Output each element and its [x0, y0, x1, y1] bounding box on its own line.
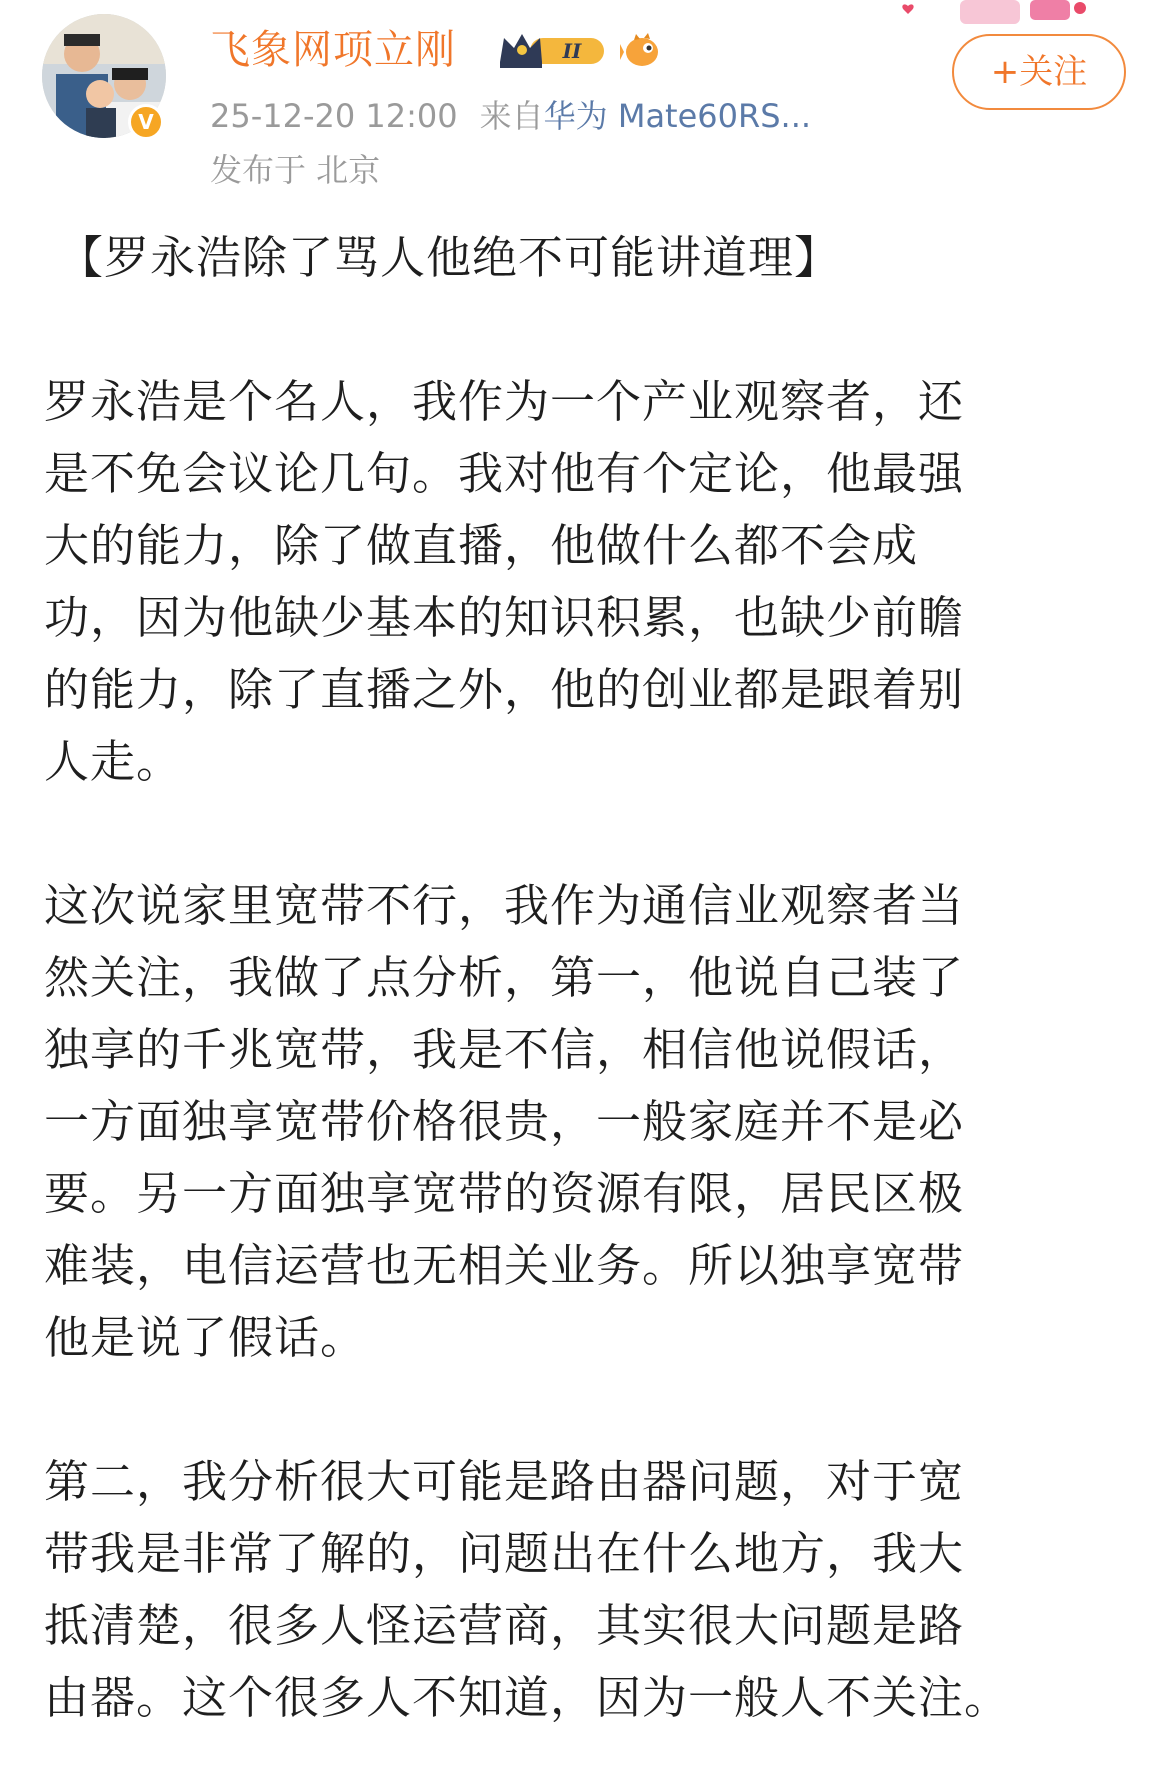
pufferfish-icon[interactable] — [620, 32, 664, 70]
text-line: 大的能力，除了做直播，他做什么都不会成 — [44, 519, 919, 572]
source-device-link[interactable]: 华为 Mate60RS... — [543, 97, 812, 135]
crown-vip-icon[interactable] — [496, 28, 612, 72]
paragraph-2 — [44, 870, 1124, 1374]
follow-button[interactable]: +关注 — [952, 34, 1126, 110]
text-line: 罗永浩是个名人，我作为一个产业观察者，还 — [44, 375, 965, 428]
text-line: 一方面独享宽带价格很贵，一般家庭并不是必 — [44, 1095, 965, 1148]
post-body — [44, 222, 1124, 1734]
text-line: 独享的千兆宽带，我是不信，相信他说假话， — [44, 1023, 965, 1076]
post-title: 【罗永浩除了骂人他绝不可能讲道理】 — [58, 231, 841, 284]
vip-level-text: II — [562, 39, 582, 63]
text-line: 要。另一方面独享宽带的资源有限，居民区极 — [44, 1167, 965, 1220]
text-line: 带我是非常了解的，问题出在什么地方，我大 — [44, 1527, 965, 1580]
post-timestamp: 25-12-20 12:00 — [210, 97, 458, 135]
username[interactable]: 飞象网项立刚 — [210, 27, 456, 73]
text-line: 难装，电信运营也无相关业务。所以独享宽带 — [44, 1239, 965, 1292]
text-line: 功，因为他缺少基本的知识积累，也缺少前瞻 — [44, 591, 965, 644]
text-line: 人走。 — [44, 735, 183, 788]
text-line: 是不免会议论几句。我对他有个定论，他最强 — [44, 447, 965, 500]
post-header — [0, 0, 1164, 200]
verified-badge-icon: V — [128, 104, 164, 140]
text-line: 的能力，除了直播之外，他的创业都是跟着别 — [44, 663, 965, 716]
text-line: 这次说家里宽带不行，我作为通信业观察者当 — [44, 879, 965, 932]
decoration-sticker-icon — [900, 0, 1090, 30]
text-line: 然关注，我做了点分析，第一，他说自己装了 — [44, 951, 965, 1004]
paragraph-3 — [44, 1446, 1124, 1734]
source-prefix: 来自 — [479, 97, 544, 135]
text-line: 他是说了假话。 — [44, 1311, 367, 1364]
text-line: 由器。这个很多人不知道，因为一般人不关注。 — [44, 1671, 1011, 1724]
post-location: 发布于 北京 — [210, 151, 381, 189]
post-meta — [210, 94, 811, 138]
text-line: 第二，我分析很大可能是路由器问题，对于宽 — [44, 1455, 965, 1508]
text-line: 抵清楚，很多人怪运营商，其实很大问题是路 — [44, 1599, 965, 1652]
paragraph-1 — [44, 366, 1124, 798]
